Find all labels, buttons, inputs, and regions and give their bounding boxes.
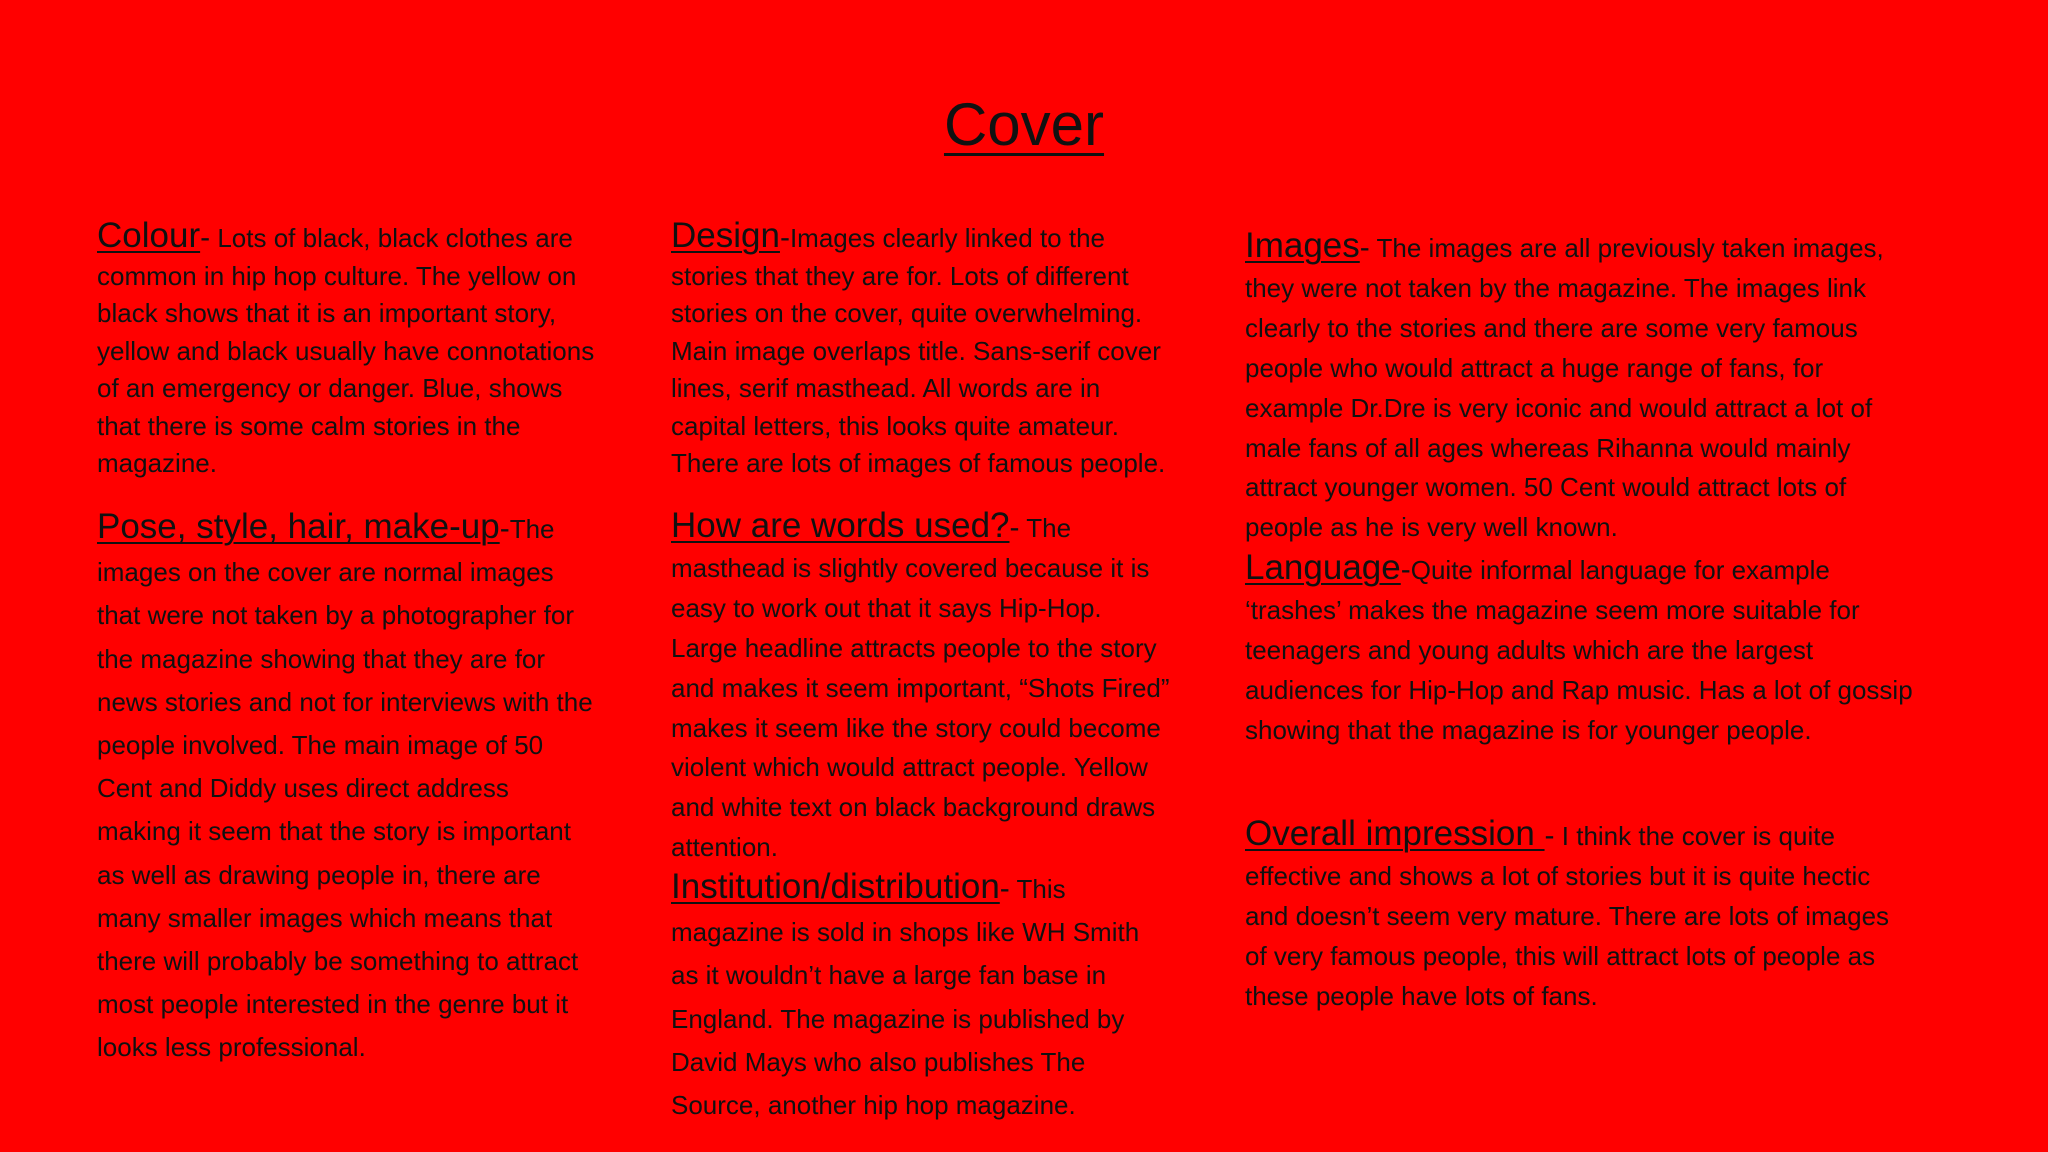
section-colour: [97, 216, 597, 485]
section-language: [1245, 550, 1915, 753]
section-separator: -: [779, 221, 790, 254]
section-heading-pose-style: Pose, style, hair, make-up: [97, 507, 500, 546]
section-heading-colour: Colour: [97, 216, 201, 255]
section-pose-style: [97, 508, 597, 1072]
section-design: [671, 216, 1171, 485]
section-separator: -: [1359, 231, 1370, 264]
section-body-overall-impression: I think the cover is quite effective and shows a lot of stories but it is quite hectic and doesn’t seem very mature. There are lots of images of very famous people, this will attract lots of people as these people have lots of fans.: [1245, 821, 1890, 1011]
section-separator: -: [999, 872, 1010, 905]
section-heading-images: Images: [1245, 226, 1360, 265]
section-heading-language: Language: [1245, 548, 1401, 587]
section-separator: -: [1400, 553, 1411, 586]
section-body-institution: This magazine is sold in shops like WH Smith as it wouldn’t have a large fan base in England. The magazine is published by David Mays who also publishes The Source, another hip hop magazine.: [671, 874, 1140, 1121]
section-heading-overall-impression: Overall impression: [1245, 814, 1545, 853]
slide-title: [0, 92, 2048, 158]
section-separator: -: [1009, 511, 1020, 544]
section-body-words-used: The masthead is slightly covered because it is easy to work out that it says Hip-Hop. Large headline attracts people to the story and makes it seem important, “Shots Fired” makes it seem like the story could become violent which would attract people. Yellow and white text on black background draws attention.: [671, 513, 1170, 863]
section-images: [1245, 228, 1925, 550]
section-body-pose-style: The images on the cover are normal images that were not taken by a photographer for the magazine showing that they are for news stories and not for interviews with the people involved. The main image of 50 Cent and Diddy uses direct address making it seem that the story is important as well as drawing people in, there are many smaller images which means that there will probably be something to attract most people interested in the genre but it looks less professional.: [97, 514, 593, 1063]
section-heading-words-used: How are words used?: [671, 506, 1010, 545]
section-body-images: The images are all previously taken images, they were not taken by the magazine. The images link clearly to the stories and there are some very famous people who would attract a huge range of fans, for example Dr.Dre is very iconic and would attract a lot of male fans of all ages whereas Rihanna would mainly attract younger women. 50 Cent would attract lots of people as he is very well known.: [1245, 233, 1884, 543]
section-institution: [671, 868, 1171, 1129]
slide-title-text: Cover: [943, 91, 1105, 158]
section-heading-institution: Institution/distribution: [671, 867, 1000, 906]
section-separator: -: [200, 221, 211, 254]
section-body-colour: Lots of black, black clothes are common in hip hop culture. The yellow on black shows that it is an important story, yellow and black usually have connotations of an emergency or danger. Blue, shows that there is some calm stories in the magazine.: [97, 223, 595, 478]
section-words-used: [671, 508, 1171, 870]
section-heading-design: Design: [671, 216, 780, 255]
section-body-language: Quite informal language for example ‘trashes’ makes the magazine seem more suitable for teenagers and young adults which are the largest audiences for Hip-Hop and Rap music. Has a lot of gossip showing that the magazine is for younger people.: [1245, 555, 1913, 745]
section-body-design: Images clearly linked to the stories that they are for. Lots of different stories on the cover, quite overwhelming. Main image overlaps title. Sans-serif cover lines, serif masthead. All words are in capital letters, this looks quite amateur. There are lots of images of famous people.: [671, 223, 1166, 478]
section-overall-impression: [1245, 816, 1905, 1019]
section-separator: -: [499, 512, 510, 545]
section-separator: -: [1544, 819, 1555, 852]
